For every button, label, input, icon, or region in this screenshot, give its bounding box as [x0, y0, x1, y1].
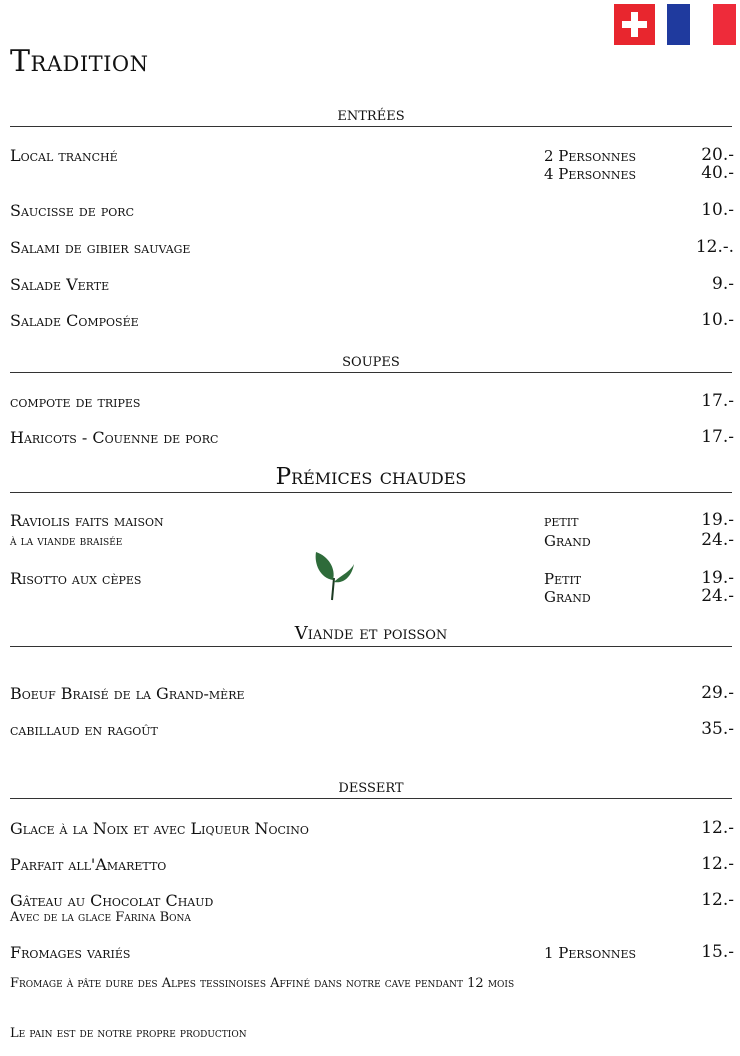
- menu-item-name: Gâteau au Chocolat Chaud: [10, 891, 214, 910]
- menu-item-name: Parfait all'Amaretto: [10, 855, 167, 874]
- menu-item-name: Salami de gibier sauvage: [10, 238, 191, 257]
- page-title: Tradition: [10, 44, 149, 79]
- section-title-viande: Viande et poisson: [294, 623, 448, 644]
- menu-item-price: 20.-: [701, 145, 734, 165]
- menu-item-qty: Grand: [544, 588, 591, 606]
- footer-note: Le pain est de notre propre production: [10, 1026, 247, 1041]
- menu-item-qty: 1 Personnes: [544, 944, 637, 962]
- menu-item-name: Local tranché: [10, 146, 118, 165]
- menu-item-price: 35.-: [701, 719, 734, 739]
- french-flag-icon[interactable]: [667, 4, 736, 45]
- menu-item-name: compote de tripes: [10, 392, 141, 411]
- menu-item-price: 24.-: [701, 530, 734, 550]
- menu-item-name: Raviolis faits maison: [10, 511, 164, 530]
- menu-item-name: Fromages variés: [10, 943, 131, 962]
- menu-item-description: Avec de la glace Farina Bona: [10, 910, 191, 925]
- menu-item-price: 10.-: [701, 200, 734, 220]
- menu-item-price: 19.-: [701, 568, 734, 588]
- menu-item-price: 12.-: [701, 854, 734, 874]
- menu-item-name: Salade Composée: [10, 311, 139, 330]
- menu-item-price: 12.-: [701, 890, 734, 910]
- divider: [10, 798, 732, 799]
- menu-item-price: 19.-: [701, 510, 734, 530]
- menu-item-price: 29.-: [701, 683, 734, 703]
- menu-item-price: 15.-: [701, 942, 734, 962]
- menu-item-price: 17.-: [701, 391, 734, 411]
- menu-item-qty: 4 Personnes: [544, 165, 637, 183]
- swiss-flag-icon[interactable]: [614, 4, 655, 45]
- section-title-premices: Prémices chaudes: [275, 464, 467, 490]
- menu-item-name: cabillaud en ragoût: [10, 720, 158, 739]
- menu-item-price: 9.-: [712, 274, 734, 294]
- menu-item-price: 17.-: [701, 427, 734, 447]
- menu-item-name: Haricots - Couenne de porc: [10, 428, 219, 447]
- divider: [10, 646, 732, 647]
- menu-item-price: 12.-.: [695, 237, 734, 257]
- menu-item-qty: Petit: [544, 570, 582, 588]
- menu-item-description: à la viande braisée: [10, 534, 123, 549]
- menu-item-qty: 2 Personnes: [544, 147, 637, 165]
- menu-item-name: Glace à la Noix et avec Liqueur Nocino: [10, 819, 309, 838]
- divider: [10, 372, 732, 373]
- menu-item-qty: Grand: [544, 532, 591, 550]
- menu-item-price: 10.-: [701, 310, 734, 330]
- menu-item-qty: petit: [544, 512, 579, 530]
- menu-item-price: 12.-: [701, 818, 734, 838]
- menu-item-price: 24.-: [701, 586, 734, 606]
- section-title-soupes: soupes: [342, 350, 400, 371]
- menu-item-name: Salade Verte: [10, 275, 110, 294]
- divider: [10, 126, 732, 127]
- menu-item-name: Saucisse de porc: [10, 201, 134, 220]
- section-title-dessert: dessert: [338, 776, 404, 797]
- vegetarian-leaf-icon: [310, 550, 356, 604]
- divider: [10, 492, 732, 493]
- menu-item-name: Risotto aux cèpes: [10, 569, 142, 588]
- menu-item-name: Boeuf Braisé de la Grand-mère: [10, 684, 245, 703]
- cheese-note: Fromage à pâte dure des Alpes tessinoises Affiné dans notre cave pendant 12 mois: [10, 976, 515, 991]
- menu-item-price: 40.-: [701, 163, 734, 183]
- section-title-entrees: entrées: [337, 104, 405, 125]
